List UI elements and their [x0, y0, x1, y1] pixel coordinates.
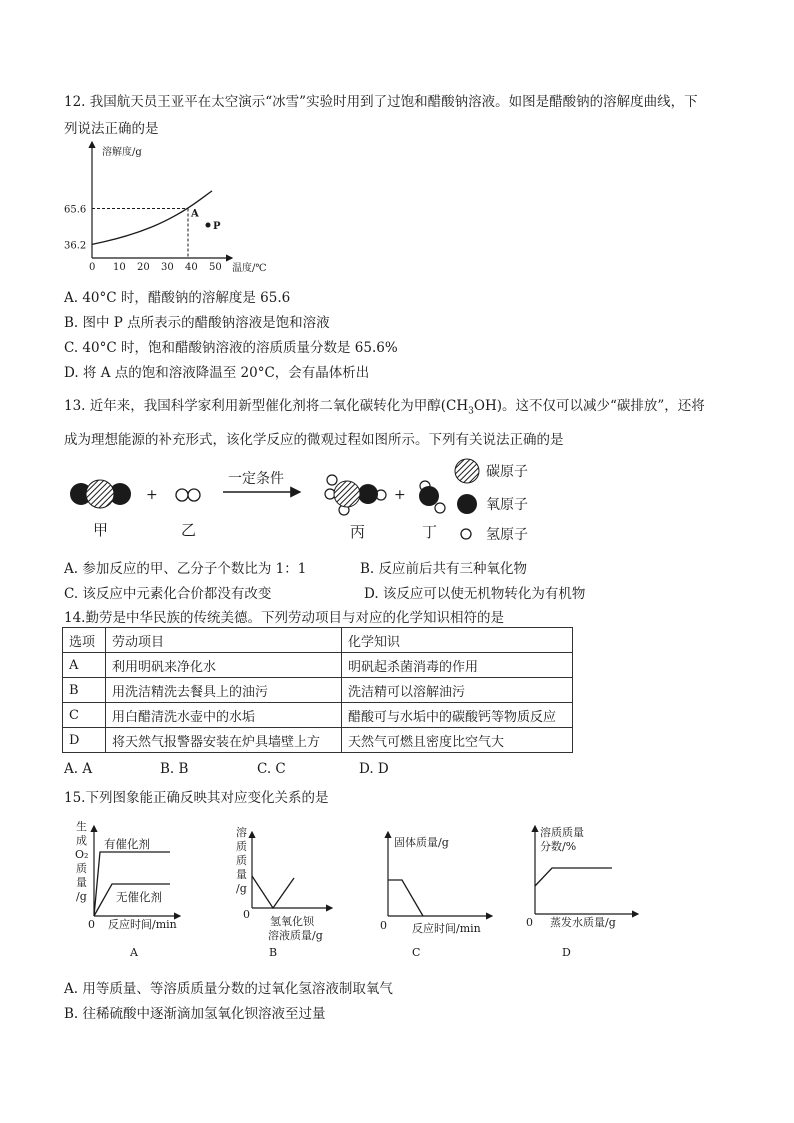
- label-bing: 丙: [350, 523, 366, 541]
- graph-d: [526, 825, 638, 959]
- y-tick-label: 65.6: [64, 204, 87, 216]
- graph-a-ylabel: 生成 O₂ 质量/g: [75, 820, 89, 903]
- graph-d-xlabel: 蒸发水质量/g: [550, 916, 616, 929]
- plus-1: +: [146, 487, 158, 503]
- table-header-row: [63, 628, 573, 653]
- graph-c-letter: C: [412, 946, 421, 959]
- legend-carbon: 碳原子: [486, 464, 528, 480]
- q12-option-c[interactable]: C. 40°C 时，饱和醋酸钠溶液的溶质质量分数是 65.6%: [64, 340, 398, 356]
- q14-answer-b[interactable]: B. B: [160, 761, 189, 777]
- legend-oxygen: 氧原子: [486, 497, 528, 513]
- graph-b: [236, 825, 332, 959]
- graph-b-ylabel: 溶质质量/g: [236, 826, 247, 895]
- label-without-catalyst: 无催化剂: [116, 890, 162, 904]
- label-ding: 丁: [422, 523, 438, 541]
- molecule-ding: [419, 481, 445, 513]
- q13-stem-line1: 13. 近年来，我国科学家利用新型催化剂将二氧化碳转化为甲醇$(CH_3OH)$。这不仅可以减少“碳排放”，还将: [64, 398, 705, 417]
- graph-c-origin: 0: [380, 919, 387, 932]
- point-a-label: A: [191, 208, 199, 220]
- q13-option-a[interactable]: A. 参加反应的甲、乙分子个数比为 1：1: [64, 561, 307, 577]
- graph-c: [380, 832, 492, 959]
- reaction-diagram: [60, 450, 580, 550]
- graph-a: [75, 819, 180, 959]
- q14-answer-d[interactable]: D. D: [359, 761, 389, 777]
- table-cell: 利用明矾来净化水: [106, 653, 342, 678]
- graph-d-letter: D: [562, 946, 571, 959]
- x-tick-label: 30: [161, 262, 174, 273]
- label-yi: 乙: [181, 521, 197, 539]
- q13-option-b[interactable]: B. 反应前后共有三种氧化物: [360, 561, 528, 577]
- molecule-bing: [325, 475, 386, 515]
- legend-carbon-icon: [455, 459, 479, 483]
- q12-option-b[interactable]: B. 图中 P 点所表示的醋酸钠溶液是饱和溶液: [64, 315, 330, 331]
- q13-stem-line2: 成为理想能源的补充形式，该化学反应的微观过程如图所示。下列有关说法正确的是: [64, 432, 564, 448]
- table-header: 化学知识: [342, 628, 573, 653]
- curve-d: [535, 868, 612, 886]
- point-p: [206, 223, 211, 228]
- table-row: [63, 703, 573, 728]
- graph-b-xlabel: 氢氧化钡溶液质量/g: [268, 915, 323, 942]
- x-tick-label: 50: [209, 262, 222, 273]
- label-jia: 甲: [93, 521, 109, 539]
- table-cell: D: [63, 728, 106, 753]
- legend-hydrogen-icon: [461, 529, 471, 539]
- table-cell: B: [63, 678, 106, 703]
- graph-a-letter: A: [130, 946, 138, 959]
- graph-a-origin: 0: [88, 918, 95, 931]
- q13-option-c[interactable]: C. 该反应中元素化合价都没有改变: [64, 586, 272, 602]
- graph-c-ylabel: 固体质量/g: [394, 836, 449, 849]
- graphs-q15: [60, 812, 660, 962]
- table-cell: A: [63, 653, 106, 678]
- plus-2: +: [394, 487, 406, 503]
- table-cell: 洗洁精可以溶解油污: [342, 678, 573, 703]
- y-axis-label: 溶解度/g: [102, 147, 142, 158]
- molecule-jia: [70, 480, 131, 508]
- graph-b-origin: 0: [243, 908, 250, 921]
- table-cell: C: [63, 703, 106, 728]
- arrow-condition: 一定条件: [228, 471, 284, 487]
- x-tick-label: 40: [185, 262, 198, 273]
- table-header: 选项: [63, 628, 106, 653]
- curve-b: [252, 876, 294, 908]
- graph-d-ylabel: 溶质质量分数/%: [540, 826, 584, 853]
- q14-answer-a[interactable]: A. A: [64, 761, 93, 777]
- graph-a-xlabel: 反应时间/min: [108, 918, 177, 931]
- legend-hydrogen: 氢原子: [486, 527, 528, 543]
- q12-option-d[interactable]: D. 将 A 点的饱和溶液降温至 20°C，会有晶体析出: [64, 365, 370, 381]
- x-tick-label: 20: [137, 262, 150, 273]
- curve-c: [388, 880, 423, 916]
- table-row: [63, 678, 573, 703]
- molecule-yi: [176, 489, 200, 501]
- legend: [455, 459, 528, 543]
- q12-stem-line2: 列说法正确的是: [64, 121, 159, 137]
- table-cell: 将天然气报警器安装在炉具墙壁上方: [106, 728, 342, 753]
- table-cell: 醋酸可与水垢中的碳酸钙等物质反应: [342, 703, 573, 728]
- graph-b-letter: B: [269, 946, 278, 959]
- q14-answer-c[interactable]: C. C: [257, 761, 286, 777]
- table-header: 劳动项目: [106, 628, 342, 653]
- x-tick-label: 0: [89, 262, 96, 273]
- table-row: [63, 653, 573, 678]
- q12-stem-line1: 12. 我国航天员王亚平在太空演示“冰雪”实验时用到了过饱和醋酸钠溶液。如图是醋酸钠的溶解度曲线，下: [64, 94, 698, 110]
- table-row: [63, 728, 573, 753]
- q15-stem: 15.下列图象能正确反映其对应变化关系的是: [64, 790, 329, 806]
- q13-option-d[interactable]: D. 该反应可以使无机物转化为有机物: [364, 586, 586, 602]
- x-tick-label: 10: [113, 262, 126, 273]
- q15-option-a[interactable]: A. 用等质量、等溶质质量分数的过氧化氢溶液制取氧气: [64, 981, 393, 997]
- q12-option-a[interactable]: A. 40°C 时，醋酸钠的溶解度是 65.6: [64, 290, 291, 306]
- q15-option-b[interactable]: B. 往稀硫酸中逐渐滴加氢氧化钡溶液至过量: [64, 1006, 326, 1022]
- table-cell: 明矾起杀菌消毒的作用: [342, 653, 573, 678]
- solubility-chart: [62, 138, 302, 278]
- x-axis-label: 温度/℃: [232, 263, 267, 274]
- graph-d-origin: 0: [526, 916, 533, 929]
- q14-stem: 14.勤劳是中华民族的传统美德。下列劳动项目与对应的化学知识相符的是: [64, 610, 504, 626]
- label-with-catalyst: 有催化剂: [104, 837, 150, 851]
- table-cell: 用洗洁精洗去餐具上的油污: [106, 678, 342, 703]
- labor-table: [62, 627, 573, 753]
- graph-c-xlabel: 反应时间/min: [412, 922, 481, 935]
- legend-oxygen-icon: [457, 494, 477, 514]
- point-p-label: P: [213, 221, 221, 233]
- table-cell: 天然气可燃且密度比空气大: [342, 728, 573, 753]
- table-cell: 用白醋清洗水壶中的水垢: [106, 703, 342, 728]
- y-tick-label: 36.2: [64, 240, 87, 252]
